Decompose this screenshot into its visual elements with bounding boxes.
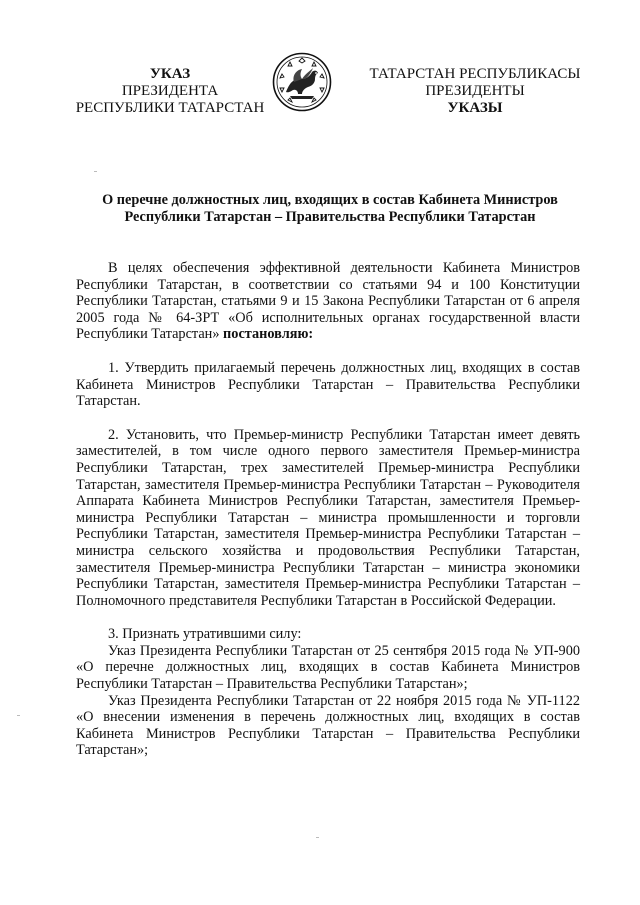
header-right-line1: ТАТАРСТАН РЕСПУБЛИКАСЫ (369, 66, 581, 82)
header-left-line1: УКАЗ (149, 66, 191, 82)
preamble-paragraph (76, 260, 580, 343)
scan-speck (17, 715, 20, 716)
header-right-line2: ПРЕЗИДЕНТЫ (425, 83, 525, 99)
item-3a-paragraph: Указ Президента Республики Татарстан от 25 сентября 2015 года № УП-900 «О перечне должностных лиц, входящих в состав Кабинета Министров Республики Татарстан – Правительства Республики Татарстан»; (76, 642, 580, 693)
item-3-paragraph: 3. Признать утратившими силу: (108, 626, 302, 643)
header-left-line2: ПРЕЗИДЕНТА (121, 83, 219, 99)
header-right-tt (362, 66, 588, 117)
document-title-line2: Республики Татарстан – Правительства Республики Татарстан (124, 209, 536, 225)
document-body (76, 260, 580, 759)
header-left-ru (70, 66, 270, 117)
scan-speck (94, 171, 97, 172)
tatarstan-coat-of-arms-icon (272, 52, 332, 112)
preamble-decree-word: постановляю: (219, 326, 314, 343)
document-title (60, 192, 600, 226)
document-title-line1: О перечне должностных лиц, входящих в состав Кабинета Министров (102, 192, 558, 208)
scan-speck (316, 837, 319, 838)
item-3b-paragraph: Указ Президента Республики Татарстан от 22 ноября 2015 года № УП-1122 «О внесении изменения в перечень должностных лиц, входящих в состав Кабинета Министров Республики Татарстан – Правительства Республики Татарстан»; (76, 692, 580, 759)
item-2-paragraph: 2. Установить, что Премьер-министр Республики Татарстан имеет девять заместителей, в том числе одного первого заместителя Премьер-министра Республики Татарстан, трех заместителей Премьер-министра Республики Татарстан, заместителя Премьер-министра Республики Татарстан – Руководителя Аппарата Кабинета Министров Республики Татарстан, заместителя Премьер-министра Республики Татарстан – министра промышленности и торговли Республики Татарстан, заместителя Премьер-министра Республики Татарстан – министра сельского хозяйства и продовольствия Республики Татарстан, заместителя Премьер-министра Республики Татарстан – министра экономики Республики Татарстан, заместителя Премьер-министра Республики Татарстан – Полномочного представителя Республики Татарстан в Российской Федерации. (76, 426, 580, 609)
header-left-line3: РЕСПУБЛИКИ ТАТАРСТАН (75, 100, 265, 116)
item-1-paragraph: 1. Утвердить прилагаемый перечень должностных лиц, входящих в состав Кабинета Министров Республики Татарстан – Правительства Республики Татарстан. (76, 359, 580, 410)
preamble-text: В целях обеспечения эффективной деятельности Кабинета Министров Республики Татарстан, в соответствии со статьями 94 и 100 Конституции Республики Татарстан, статьями 9 и 15 Закона Республики Татарстан от 6 апреля 2005 года № 64-ЗРТ «Об исполнительных органах государственной власти Республики Татарстан» (76, 260, 580, 343)
header-right-line3: УКАЗЫ (447, 100, 503, 116)
